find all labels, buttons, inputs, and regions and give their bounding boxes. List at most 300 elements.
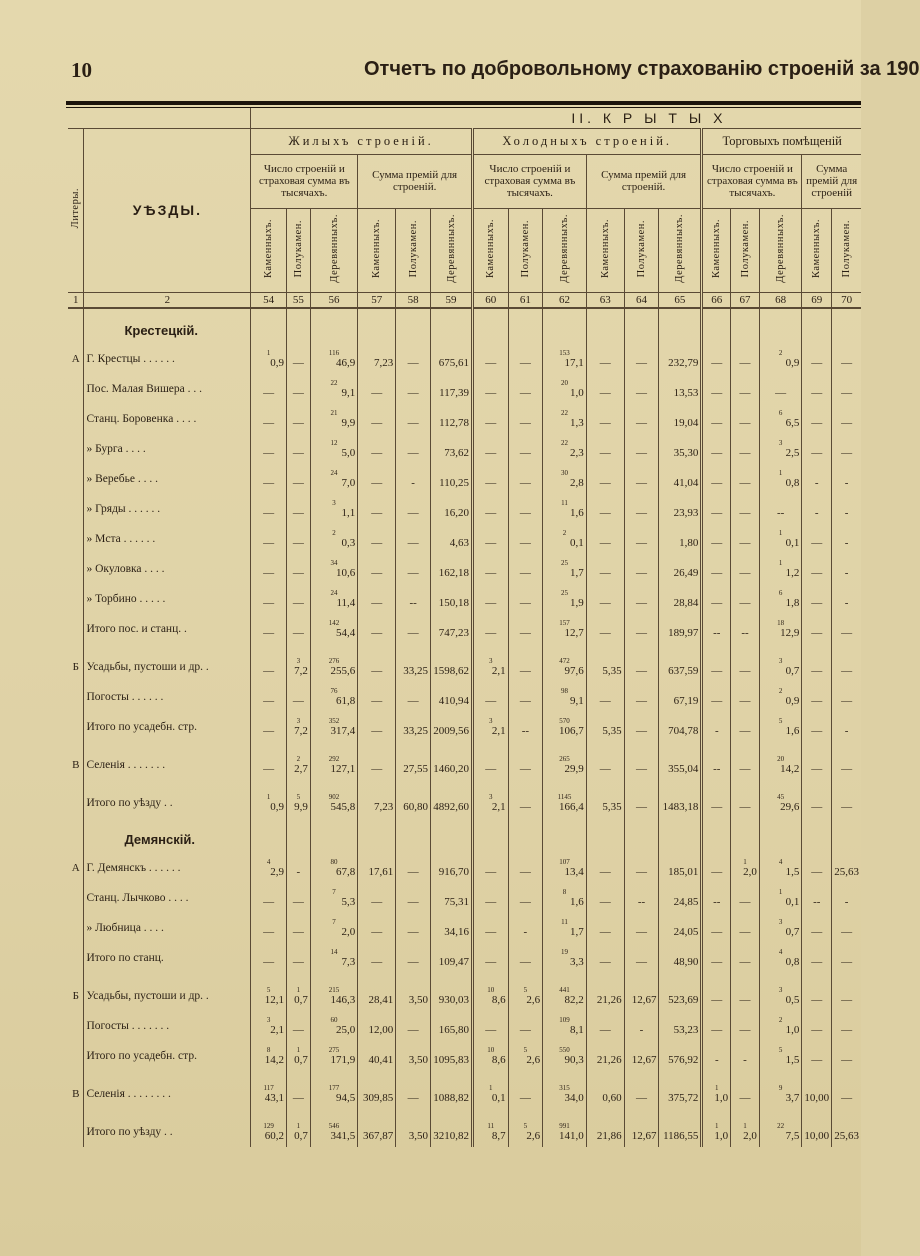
table-cell: 991 141,0	[543, 1117, 587, 1147]
table-cell: —	[473, 494, 509, 524]
table-cell: —	[832, 1079, 861, 1109]
table-cell: 25,63	[832, 853, 861, 883]
table-cell: 12,67	[624, 1041, 659, 1071]
table-cell: —	[286, 883, 310, 913]
column-number: 70	[832, 292, 861, 308]
table-cell: 11 1,6	[543, 494, 587, 524]
table-cell: 117 43,1	[251, 1079, 287, 1109]
table-cell: 109 8,1	[543, 1011, 587, 1041]
table-cell: 24 11,4	[310, 584, 357, 614]
table-cell: —	[702, 524, 731, 554]
material-header-der: Деревянныхъ.	[543, 208, 587, 292]
table-cell: —	[731, 943, 760, 973]
table-row	[68, 494, 861, 524]
table-cell: —	[286, 614, 310, 644]
table-cell: —	[586, 494, 624, 524]
table-cell: 165,80	[431, 1011, 473, 1041]
table-cell: —	[624, 524, 659, 554]
table-cell: -	[286, 853, 310, 883]
table-cell: —	[802, 1011, 832, 1041]
table-cell: —	[802, 524, 832, 554]
table-cell: 6 1,8	[759, 584, 802, 614]
row-name: Пос. Малая Вишера . . .	[84, 374, 251, 404]
table-cell: —	[731, 464, 760, 494]
table-cell: —	[251, 712, 287, 742]
table-cell: 21 9,9	[310, 404, 357, 434]
table-cell: —	[624, 682, 659, 712]
table-cell: 1 0,1	[759, 883, 802, 913]
table-cell: 3 1,1	[310, 494, 357, 524]
table-cell: 109,47	[431, 943, 473, 973]
table-cell: —	[731, 913, 760, 943]
table-cell: —	[508, 883, 543, 913]
table-cell: 12,67	[624, 1117, 659, 1147]
sub-premium-header-1: Сумма премій для строеній.	[358, 154, 473, 208]
table-cell: 1 1,0	[702, 1117, 731, 1147]
page-title: Отчетъ по добровольному страхованію строеній за 190	[364, 58, 920, 80]
table-cell: —	[586, 1011, 624, 1041]
table-cell: 177 94,5	[310, 1079, 357, 1109]
table-cell: —	[508, 584, 543, 614]
table-cell: —	[396, 682, 431, 712]
table-cell: 4 1,5	[759, 853, 802, 883]
table-cell: —	[473, 750, 509, 780]
table-cell: --	[702, 750, 731, 780]
table-cell: 232,79	[659, 344, 702, 374]
table-cell: —	[702, 404, 731, 434]
table-cell: -	[508, 913, 543, 943]
table-row	[68, 943, 861, 973]
table-cell: —	[802, 344, 832, 374]
page-number: 10	[71, 58, 92, 82]
table-row	[68, 788, 861, 818]
table-cell: —	[702, 853, 731, 883]
table-cell: 26,49	[659, 554, 702, 584]
table-cell: —	[286, 943, 310, 973]
table-cell: —	[286, 584, 310, 614]
material-header-polu: Полукамен.	[832, 208, 861, 292]
table-cell: 1095,83	[431, 1041, 473, 1071]
table-row	[68, 584, 861, 614]
table-cell: 11 1,7	[543, 913, 587, 943]
table-cell: —	[832, 614, 861, 644]
table-cell: —	[396, 883, 431, 913]
table-row	[68, 614, 861, 644]
table-cell: —	[508, 374, 543, 404]
table-cell: 60 25,0	[310, 1011, 357, 1041]
row-letter: Б	[72, 990, 79, 1002]
table-cell: 41,04	[659, 464, 702, 494]
table-cell: —	[358, 614, 396, 644]
table-row	[68, 404, 861, 434]
table-cell: 34,16	[431, 913, 473, 943]
row-name: Погосты . . . . . .	[84, 682, 251, 712]
table-cell: 576,92	[659, 1041, 702, 1071]
table-cell: —	[396, 853, 431, 883]
table-cell: 3 2,1	[251, 1011, 287, 1041]
table-cell: 33,25	[396, 712, 431, 742]
table-cell: 3 2,1	[473, 712, 509, 742]
table-cell: —	[731, 682, 760, 712]
table-cell: 22 2,3	[543, 434, 587, 464]
uezdy-header: УѢЗДЫ.	[84, 128, 251, 292]
table-cell: 265 29,9	[543, 750, 587, 780]
table-cell: —	[586, 404, 624, 434]
table-cell: —	[802, 943, 832, 973]
table-cell: —	[624, 434, 659, 464]
table-cell: —	[702, 464, 731, 494]
table-cell: —	[251, 883, 287, 913]
table-cell: 7,23	[358, 344, 396, 374]
row-name: Усадьбы, пустоши и др. .	[84, 652, 251, 682]
table-cell: —	[251, 682, 287, 712]
table-cell: —	[396, 374, 431, 404]
table-cell: —	[802, 434, 832, 464]
table-cell: —	[702, 374, 731, 404]
table-cell: —	[473, 374, 509, 404]
table-cell: —	[624, 750, 659, 780]
table-cell: —	[731, 554, 760, 584]
table-cell: 441 82,2	[543, 981, 587, 1011]
table-cell: 20 1,0	[543, 374, 587, 404]
table-cell: 916,70	[431, 853, 473, 883]
table-row	[68, 1041, 861, 1071]
table-cell: —	[586, 682, 624, 712]
table-cell: —	[586, 434, 624, 464]
row-letter	[68, 1011, 84, 1041]
table-cell: 1,80	[659, 524, 702, 554]
table-cell: —	[586, 374, 624, 404]
table-cell: 21,86	[586, 1117, 624, 1147]
column-number: 60	[473, 292, 509, 308]
table-cell: 637,59	[659, 652, 702, 682]
table-cell: --	[396, 584, 431, 614]
table-cell: 5 1,5	[759, 1041, 802, 1071]
table-cell: 20 14,2	[759, 750, 802, 780]
table-cell: —	[832, 788, 861, 818]
table-cell: —	[473, 1011, 509, 1041]
table-cell: 5 9,9	[286, 788, 310, 818]
material-header-der: Деревянныхъ.	[759, 208, 802, 292]
table-row	[68, 1011, 861, 1041]
table-cell: —	[586, 584, 624, 614]
table-cell: 4 0,8	[759, 943, 802, 973]
table-cell: 930,03	[431, 981, 473, 1011]
column-number: 64	[624, 292, 659, 308]
table-cell: —	[358, 652, 396, 682]
table-cell: 10,00	[802, 1079, 832, 1109]
table-cell: —	[802, 652, 832, 682]
table-cell: 5,35	[586, 788, 624, 818]
table-cell: —	[473, 614, 509, 644]
table-cell: -	[396, 464, 431, 494]
table-cell: —	[702, 584, 731, 614]
table-cell: 3 7,2	[286, 652, 310, 682]
table-cell: —	[396, 434, 431, 464]
row-name: Селенія . . . . . . .	[84, 750, 251, 780]
table-cell: 12,00	[358, 1011, 396, 1041]
table-cell: —	[508, 554, 543, 584]
table-cell: —	[731, 584, 760, 614]
table-cell: 7 2,0	[310, 913, 357, 943]
table-cell: 3 2,5	[759, 434, 802, 464]
table-cell: 12,67	[624, 981, 659, 1011]
material-header-der: Деревянныхъ.	[431, 208, 473, 292]
litery-header: Литеры.	[68, 128, 84, 292]
table-cell: —	[358, 464, 396, 494]
table-cell: —	[624, 712, 659, 742]
table-cell: 215 146,3	[310, 981, 357, 1011]
table-cell: 1 0,7	[286, 1117, 310, 1147]
table-cell: 1483,18	[659, 788, 702, 818]
table-cell: —	[586, 913, 624, 943]
table-cell: --	[702, 883, 731, 913]
table-cell: 116 46,9	[310, 344, 357, 374]
table-cell: —	[624, 344, 659, 374]
table-cell: —	[832, 434, 861, 464]
table-cell: —	[286, 524, 310, 554]
table-cell: —	[731, 1011, 760, 1041]
table-cell: —	[286, 434, 310, 464]
table-cell: —	[586, 344, 624, 374]
table-cell: 2 0,3	[310, 524, 357, 554]
table-cell: —	[802, 750, 832, 780]
table-cell: —	[286, 374, 310, 404]
table-cell: 1 0,7	[286, 1041, 310, 1071]
table-cell: —	[251, 554, 287, 584]
table-cell: —	[832, 344, 861, 374]
table-cell: -	[702, 1041, 731, 1071]
table-cell: —	[396, 943, 431, 973]
table-cell: —	[702, 652, 731, 682]
table-cell: —	[473, 464, 509, 494]
table-cell: 523,69	[659, 981, 702, 1011]
row-name: » Гряды . . . . . .	[84, 494, 251, 524]
column-number: 57	[358, 292, 396, 308]
table-cell: —	[702, 913, 731, 943]
table-cell: 1598,62	[431, 652, 473, 682]
table-cell: —	[731, 981, 760, 1011]
material-header-kam: Каменныхъ.	[251, 208, 287, 292]
table-cell: —	[358, 883, 396, 913]
table-cell: 367,87	[358, 1117, 396, 1147]
table-cell: 22 7,5	[759, 1117, 802, 1147]
row-letter: А	[71, 862, 80, 874]
table-cell: —	[508, 614, 543, 644]
table-cell: 3 2,1	[473, 788, 509, 818]
row-name: » Любница . . . .	[84, 913, 251, 943]
table-cell: —	[396, 524, 431, 554]
row-letter	[68, 584, 84, 614]
table-cell: 112,78	[431, 404, 473, 434]
row-name: Станц. Лычково . . . .	[84, 883, 251, 913]
table-cell: —	[286, 554, 310, 584]
table-cell: —	[286, 1079, 310, 1109]
table-cell: 1186,55	[659, 1117, 702, 1147]
table-cell: 675,61	[431, 344, 473, 374]
table-cell: 80 67,8	[310, 853, 357, 883]
table-cell: 315 34,0	[543, 1079, 587, 1109]
table-cell: 375,72	[659, 1079, 702, 1109]
row-letter	[68, 943, 84, 973]
row-name: » Окуловка . . . .	[84, 554, 251, 584]
row-name: » Мста . . . . . .	[84, 524, 251, 554]
table-cell: —	[508, 750, 543, 780]
table-cell: —	[802, 682, 832, 712]
table-row	[68, 434, 861, 464]
table-cell: --	[759, 494, 802, 524]
table-cell: 142 54,4	[310, 614, 357, 644]
table-cell: 6 6,5	[759, 404, 802, 434]
row-letter	[68, 374, 84, 404]
table-cell: 34 10,6	[310, 554, 357, 584]
table-cell: —	[832, 1041, 861, 1071]
table-cell: —	[508, 853, 543, 883]
table-cell: —	[702, 981, 731, 1011]
table-cell: 67,19	[659, 682, 702, 712]
table-cell: —	[396, 494, 431, 524]
table-cell: —	[508, 524, 543, 554]
table-cell: 7 5,3	[310, 883, 357, 913]
table-cell: —	[802, 913, 832, 943]
table-cell: —	[358, 434, 396, 464]
row-letter: В	[72, 1088, 80, 1100]
row-letter	[68, 524, 84, 554]
table-cell: —	[396, 404, 431, 434]
row-name: Г. Демянскъ . . . . . .	[84, 853, 251, 883]
row-name: » Торбино . . . . .	[84, 584, 251, 614]
table-cell: 3,50	[396, 1117, 431, 1147]
table-cell: 309,85	[358, 1079, 396, 1109]
table-cell: —	[624, 614, 659, 644]
table-cell: 472 97,6	[543, 652, 587, 682]
table-cell: —	[508, 788, 543, 818]
row-name: Итого по уѣзду . .	[84, 788, 251, 818]
table-cell: —	[802, 554, 832, 584]
row-name: Итого по усадебн. стр.	[84, 712, 251, 742]
column-number: 65	[659, 292, 702, 308]
row-letter	[68, 1041, 84, 1071]
table-cell: 13,53	[659, 374, 702, 404]
table-cell: —	[586, 554, 624, 584]
table-cell: —	[473, 524, 509, 554]
table-cell: —	[508, 652, 543, 682]
row-letter	[68, 494, 84, 524]
table-cell: 570 106,7	[543, 712, 587, 742]
table-cell: —	[358, 943, 396, 973]
row-letter	[68, 788, 84, 818]
table-cell: —	[586, 524, 624, 554]
table-cell: 18 12,9	[759, 614, 802, 644]
table-cell: —	[358, 584, 396, 614]
group-trade-header: Торговыхъ помѣщеній	[702, 128, 861, 154]
row-letter: Б	[72, 661, 79, 673]
table-row	[68, 883, 861, 913]
table-cell: 3 7,2	[286, 712, 310, 742]
table-cell: —	[586, 853, 624, 883]
table-cell: —	[731, 750, 760, 780]
table-cell: —	[508, 1011, 543, 1041]
table-cell: —	[396, 1079, 431, 1109]
table-cell: —	[702, 344, 731, 374]
table-cell: —	[802, 981, 832, 1011]
table-cell: —	[802, 853, 832, 883]
column-number: 61	[508, 292, 543, 308]
table-cell: —	[702, 554, 731, 584]
table-cell: 1 0,1	[473, 1079, 509, 1109]
table-cell: —	[358, 682, 396, 712]
column-number: 66	[702, 292, 731, 308]
table-cell: 9 3,7	[759, 1079, 802, 1109]
table-cell: 30 2,8	[543, 464, 587, 494]
column-number: 68	[759, 292, 802, 308]
table-row	[68, 682, 861, 712]
table-cell: 5 12,1	[251, 981, 287, 1011]
table-cell: 24 7,0	[310, 464, 357, 494]
table-cell: 25 1,7	[543, 554, 587, 584]
table-cell: —	[624, 652, 659, 682]
table-cell: —	[802, 374, 832, 404]
table-cell: 153 17,1	[543, 344, 587, 374]
table-cell: 24,05	[659, 913, 702, 943]
table-cell: —	[396, 1011, 431, 1041]
table-cell: 11 8,7	[473, 1117, 509, 1147]
material-header-kam: Каменныхъ.	[802, 208, 832, 292]
table-cell: 45 29,6	[759, 788, 802, 818]
table-cell: —	[731, 374, 760, 404]
table-cell: 10 8,6	[473, 1041, 509, 1071]
row-name: Итого по станц.	[84, 943, 251, 973]
table-cell: —	[802, 614, 832, 644]
table-cell: 185,01	[659, 853, 702, 883]
row-name: Селенія . . . . . . . .	[84, 1079, 251, 1109]
table-cell: 19 3,3	[543, 943, 587, 973]
table-cell: —	[731, 712, 760, 742]
table-cell: 1 0,1	[759, 524, 802, 554]
table-cell: 550 90,3	[543, 1041, 587, 1071]
row-name: Станц. Боровенка . . . .	[84, 404, 251, 434]
table-cell: —	[624, 913, 659, 943]
table-cell: —	[473, 404, 509, 434]
table-cell: —	[731, 524, 760, 554]
row-name: » Веребье . . . .	[84, 464, 251, 494]
column-number: 67	[731, 292, 760, 308]
table-cell: 1 1,0	[702, 1079, 731, 1109]
table-cell: —	[624, 788, 659, 818]
table-cell: —	[802, 584, 832, 614]
material-header-polu: Полукамен.	[508, 208, 543, 292]
table-row	[68, 712, 861, 742]
table-cell: 22 9,1	[310, 374, 357, 404]
material-header-kam: Каменныхъ.	[473, 208, 509, 292]
table-cell: 27,55	[396, 750, 431, 780]
table-row	[68, 464, 861, 494]
material-header-polu: Полукамен.	[624, 208, 659, 292]
table-cell: 3210,82	[431, 1117, 473, 1147]
table-cell: 5,35	[586, 712, 624, 742]
material-header-kam: Каменныхъ.	[358, 208, 396, 292]
table-cell: —	[731, 344, 760, 374]
table-cell: —	[624, 584, 659, 614]
table-cell: 10 8,6	[473, 981, 509, 1011]
table-cell: —	[251, 524, 287, 554]
column-number: 55	[286, 292, 310, 308]
table-cell: 4,63	[431, 524, 473, 554]
table-cell: 704,78	[659, 712, 702, 742]
table-cell: —	[508, 404, 543, 434]
table-cell: —	[832, 913, 861, 943]
table-row	[68, 374, 861, 404]
